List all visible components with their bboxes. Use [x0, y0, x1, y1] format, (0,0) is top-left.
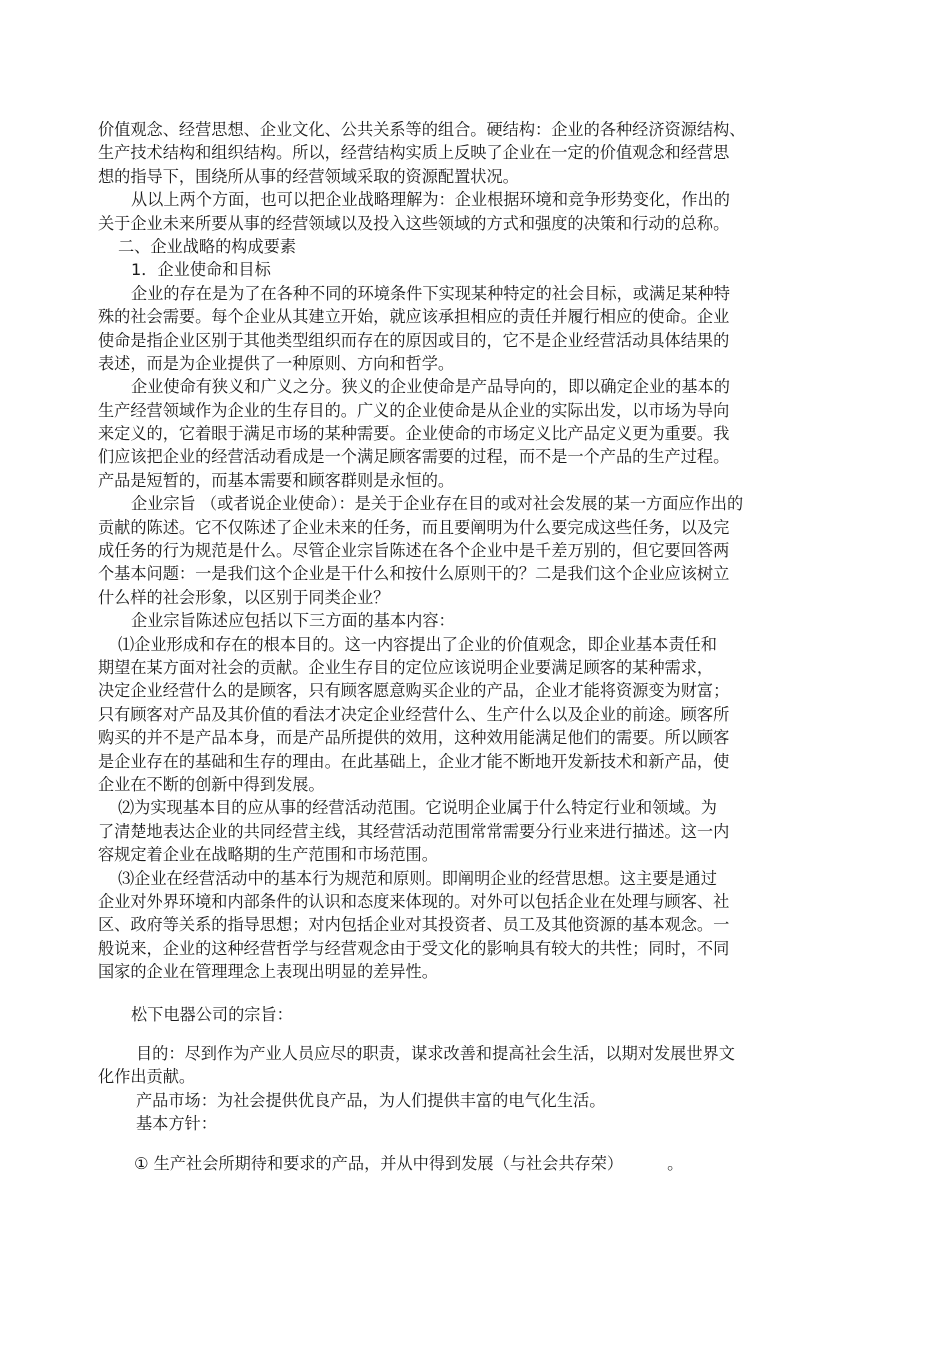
- text-line: 了清楚地表达企业的共同经营主线，其经营活动范围常常需要分行业来进行描述。这一内: [98, 821, 730, 841]
- text-line: 表述，而是为企业提供了一种原则、方向和哲学。: [98, 353, 455, 373]
- list-item-3: ⑶企业在经营活动中的基本行为规范和原则。即阐明企业的经营思想。这主要是通过: [118, 868, 717, 888]
- text-line: 企业在不断的创新中得到发展。: [98, 774, 325, 794]
- text-line: 购买的并不是产品本身，而是产品所提供的效用，这种效用能满足他们的需要。所以顾客: [98, 728, 730, 748]
- text-line: 只有顾客对产品及其价值的看法才决定企业经营什么、生产什么以及企业的前途。顾客所: [98, 704, 730, 724]
- text-line: 什么样的社会形象，以区别于同类企业？: [98, 587, 390, 607]
- product-market-line: 产品市场：为社会提供优良产品，为人们提供丰富的电气化生活。: [136, 1090, 606, 1110]
- text-line: 来定义的，它着眼于满足市场的某种需要。企业使命的市场定义比产品定义更为重要。我: [98, 424, 730, 444]
- text-line: 区、政府等关系的指导思想；对内包括企业对其投资者、员工及其他资源的基本观念。一: [98, 915, 730, 935]
- policy-item-period: 。: [667, 1154, 684, 1174]
- text-line: 决定企业经营什么的是顾客，只有顾客愿意购买企业的产品，企业才能将资源变为财富；: [98, 681, 730, 701]
- text-line: 是企业存在的基础和生存的理由。在此基础上，企业才能不断地开发新技术和新产品，使: [98, 751, 730, 771]
- text-line: 价值观念、经营思想、企业文化、公共关系等的组合。硬结构：企业的各种经济资源结构、: [98, 120, 746, 139]
- purpose-line: 目的：尽到作为产业人员应尽的职责，谋求改善和提高社会生活，以期对发展世界文: [136, 1043, 735, 1063]
- section-heading: 二、企业战略的构成要素: [118, 236, 297, 256]
- paragraph-start: 企业宗旨陈述应包括以下三方面的基本内容：: [131, 611, 455, 631]
- policy-item-1: [98, 1152, 828, 1175]
- text-line: 化作出贡献。: [98, 1067, 196, 1087]
- text-line: 生产技术结构和组织结构。所以，经营结构实质上反映了企业在一定的价值观念和经营思: [98, 143, 730, 163]
- text-line: 们应该把企业的经营活动看成是一个满足顾客需要的过程，而不是一个产品的生产过程。: [98, 447, 730, 467]
- text-line: 关于企业未来所要从事的经营领域以及投入这些领域的方式和强度的决策和行动的总称。: [98, 213, 730, 233]
- paragraph-start: 从以上两个方面，也可以把企业战略理解为：企业根据环境和竞争形势变化，作出的: [131, 190, 730, 210]
- text-line: 容规定着企业在战略期的生产范围和市场范围。: [98, 845, 438, 865]
- list-item-2: ⑵为实现基本目的应从事的经营活动范围。它说明企业属于什么特定行业和领域。为: [118, 798, 717, 818]
- text-line: 成任务的行为规范是什么。尽管企业宗旨陈述在各个企业中是千差万别的，但它要回答两: [98, 541, 730, 561]
- text-line: 产品是短暂的，而基本需要和顾客群则是永恒的。: [98, 470, 455, 490]
- list-item-1: ⑴企业形成和存在的根本目的。这一内容提出了企业的价值观念，即企业基本责任和: [118, 634, 717, 654]
- text-line: 企业对外界环境和内部条件的认识和态度来体现的。对外可以包括企业在处理与顾客、社: [98, 891, 730, 911]
- subsection-heading: 1．企业使命和目标: [131, 260, 271, 280]
- paragraph-start: 企业宗旨 （或者说企业使命）：是关于企业存在目的或对社会发展的某一方面应作出的: [131, 494, 744, 514]
- example-heading: 松下电器公司的宗旨：: [131, 1005, 293, 1025]
- basic-policy-heading: 基本方针：: [136, 1114, 217, 1134]
- text-line: 个基本问题：一是我们这个企业是干什么和按什么原则干的？二是我们这个企业应该树立: [98, 564, 730, 584]
- text-line: 想的指导下，围绕所从事的经营领域采取的资源配置状况。: [98, 166, 519, 186]
- policy-item-text: ① 生产社会所期待和要求的产品，并从中得到发展（与社会共存荣）: [134, 1154, 624, 1174]
- text-line: 贡献的陈述。它不仅陈述了企业未来的任务，而且要阐明为什么要完成这些任务，以及完: [98, 517, 730, 537]
- text-line: 殊的社会需要。每个企业从其建立开始，就应该承担相应的责任并履行相应的使命。企业: [98, 307, 730, 327]
- text-line: 生产经营领域作为企业的生存目的。广义的企业使命是从企业的实际出发，以市场为导向: [98, 400, 730, 420]
- text-line: 般说来，企业的这种经营哲学与经营观念由于受文化的影响具有较大的共性；同时，不同: [98, 938, 730, 958]
- text-line: 国家的企业在管理理念上表现出明显的差异性。: [98, 962, 438, 982]
- document-page: [98, 118, 828, 1176]
- paragraph-start: 企业使命有狭义和广义之分。狭义的企业使命是产品导向的，即以确定企业的基本的: [131, 377, 730, 397]
- paragraph-start: 企业的存在是为了在各种不同的环境条件下实现某种特定的社会目标，或满足某种特: [131, 283, 730, 303]
- text-line: 期望在某方面对社会的贡献。企业生存目的定位应该说明企业要满足顾客的某种需求，: [98, 657, 714, 677]
- text-line: 使命是指企业区别于其他类型组织而存在的原因或目的，它不是企业经营活动具体结果的: [98, 330, 730, 350]
